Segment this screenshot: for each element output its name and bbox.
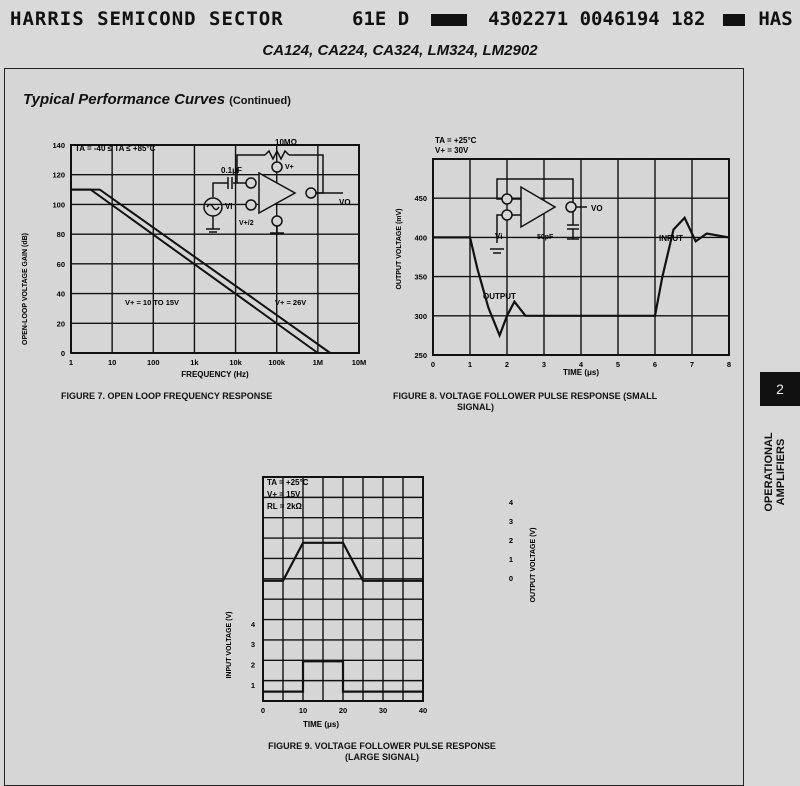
content-panel <box>4 68 744 786</box>
header-code-numbers: 4302271 0046194 182 <box>488 8 706 30</box>
figure-7-series-2 <box>71 190 330 353</box>
figure-8-x-tick: 7 <box>689 360 695 369</box>
figure-8-x-tick: 3 <box>541 360 547 369</box>
figure-8-caption-line-1: FIGURE 8. VOLTAGE FOLLOWER PULSE RESPONSE (SMALL <box>393 391 658 401</box>
figure-9-input-tick: 3 <box>250 640 255 650</box>
figure-7-ylabel: OPEN-LOOP VOLTAGE GAIN (dB) <box>22 233 29 345</box>
figure-8-condition-1: TA = +25°C <box>435 136 477 145</box>
figure-9-ylabel-input: INPUT VOLTAGE (V) <box>226 611 233 679</box>
figure-8-condition-2: V+ = 30V <box>435 146 469 155</box>
part-number-subtitle: CA124, CA224, CA324, LM324, LM2902 <box>262 42 538 59</box>
figure-9-output-tick: 1 <box>508 554 513 564</box>
figure-9-input-tick: 2 <box>250 660 255 670</box>
section-title <box>23 91 291 108</box>
figure-9-condition-3: RL = 2kΩ <box>267 502 302 511</box>
figure-9-caption-line-1: FIGURE 9. VOLTAGE FOLLOWER PULSE RESPONSE <box>268 741 496 751</box>
figure-7-x-tick: 100 <box>147 358 160 367</box>
figure-7-y-tick: 100 <box>52 200 65 210</box>
figure-9-chart <box>205 469 555 729</box>
figure-8-x-tick: 0 <box>430 360 436 369</box>
header-code-right: HAS <box>758 8 793 30</box>
figure-8-vo-label: VO <box>591 204 603 213</box>
figure-8-x-tick: 2 <box>504 360 510 369</box>
figure-7-y-tick: 0 <box>60 349 65 358</box>
figure-7-y-tick: 60 <box>56 259 65 269</box>
figure-9-x-tick: 40 <box>418 706 428 715</box>
figure-7-y-tick: 80 <box>56 230 65 240</box>
figure-9-x-tick: 0 <box>260 706 266 715</box>
section-title-text: Typical Performance Curves <box>23 91 226 108</box>
figure-8-x-tick: 6 <box>652 360 658 369</box>
figure-9-caption <box>237 741 527 763</box>
figure-9-output-tick: 4 <box>508 497 513 507</box>
figure-7-caption: FIGURE 7. OPEN LOOP FREQUENCY RESPONSE <box>61 391 273 401</box>
doc-header-codes <box>352 8 793 30</box>
header-code-mid: 61E D <box>352 8 410 30</box>
figure-8-y-tick: 400 <box>414 233 427 243</box>
figure-8-x-tick: 8 <box>726 360 732 369</box>
figure-7-y-tick: 120 <box>52 170 65 180</box>
figure-7-y-tick: 40 <box>56 289 65 299</box>
figure-7-vhalf-label: V+/2 <box>239 220 254 227</box>
figure-7-vi-label: Vi <box>225 202 233 211</box>
figure-7-condition: TA = -40 ≤ TA ≤ +85°C <box>75 144 156 153</box>
figure-8-vi-label: Vi <box>495 232 503 241</box>
figure-8-y-tick: 300 <box>414 311 427 321</box>
figure-7-x-tick: 1k <box>190 358 199 367</box>
figure-9-input-tick: 1 <box>250 681 255 690</box>
figure-8-y-tick: 250 <box>414 351 427 360</box>
section-tab-line-1: OPERATIONAL <box>763 432 775 512</box>
figure-7-chart <box>13 129 373 379</box>
figure-8-y-tick: 350 <box>414 272 427 282</box>
figure-8-output-label: OUTPUT <box>483 292 516 301</box>
figure-8-cap-label: 50pF <box>537 234 554 241</box>
figure-8-input-label: INPUT <box>659 234 683 243</box>
figure-9-output-tick: 3 <box>508 516 513 526</box>
figure-7-vo-label: VO <box>339 198 351 207</box>
figure-8-caption-line-2: SIGNAL) <box>457 402 494 412</box>
figure-8-grid <box>433 159 729 355</box>
figure-9-x-tick: 30 <box>378 706 388 715</box>
figure-9-input-tick: 4 <box>250 619 255 629</box>
figure-7-y-tick: 140 <box>52 141 65 150</box>
figure-9-condition-1: TA = +25°C <box>267 478 309 487</box>
figure-7-vplus-label: V+ <box>285 164 294 171</box>
header-black-block-2 <box>723 14 745 26</box>
figure-7-x-tick: 10k <box>229 358 242 367</box>
figure-7-x-tick: 1 <box>68 358 74 367</box>
figure-7-x-tick: 1M <box>312 358 324 367</box>
section-tab-line-2: AMPLIFIERS <box>775 438 787 506</box>
header-black-block <box>431 14 467 26</box>
figure-7-x-tick: 10 <box>107 358 117 367</box>
figure-9-caption-line-2: (LARGE SIGNAL) <box>345 752 419 762</box>
figure-7-annotation-2: V+ = 26V <box>275 298 307 307</box>
figure-7-resistor-label: 10MΩ <box>275 138 297 147</box>
figure-8-ylabel: OUTPUT VOLTAGE (mV) <box>396 208 403 290</box>
figure-7-annotation-1: V+ = 10 TO 15V <box>125 298 180 307</box>
figure-7-grid <box>71 145 359 353</box>
figure-9-condition-2: V+ = 15V <box>267 490 301 499</box>
plot-frame <box>71 145 359 353</box>
section-title-suffix: (Continued) <box>229 95 291 107</box>
figure-7-capacitor-label: 0.1μF <box>221 166 242 175</box>
figure-8-xlabel: TIME (μs) <box>562 368 600 377</box>
figure-9-ylabel-output: OUTPUT VOLTAGE (V) <box>530 527 537 603</box>
figure-7-xlabel: FREQUENCY (Hz) <box>181 370 249 379</box>
figure-9-series-input <box>263 661 423 691</box>
figure-9-x-tick: 10 <box>298 706 308 715</box>
figure-8-x-tick: 1 <box>467 360 473 369</box>
figure-9-xlabel: TIME (μs) <box>302 720 340 729</box>
figure-8-chart <box>387 129 739 379</box>
figure-7-y-tick: 20 <box>56 319 65 329</box>
figure-7-x-tick: 10M <box>351 358 367 367</box>
figure-7-curves <box>71 190 330 353</box>
figure-8-x-tick: 4 <box>578 360 584 369</box>
figure-9-x-tick: 20 <box>338 706 348 715</box>
figure-9-output-tick: 0 <box>508 573 513 583</box>
section-tab-number: 2 <box>760 372 800 406</box>
figure-9-output-tick: 2 <box>508 535 513 545</box>
figure-8-x-tick: 5 <box>615 360 621 369</box>
figure-8-y-tick: 450 <box>414 194 427 204</box>
section-tab-label <box>763 417 787 527</box>
figure-8-caption <box>393 391 657 413</box>
figure-7-x-tick: 100k <box>268 358 286 367</box>
figure-8-circuit <box>490 179 587 253</box>
figure-7-circuit <box>204 151 343 233</box>
doc-header-left: HARRIS SEMICOND SECTOR <box>10 8 284 30</box>
